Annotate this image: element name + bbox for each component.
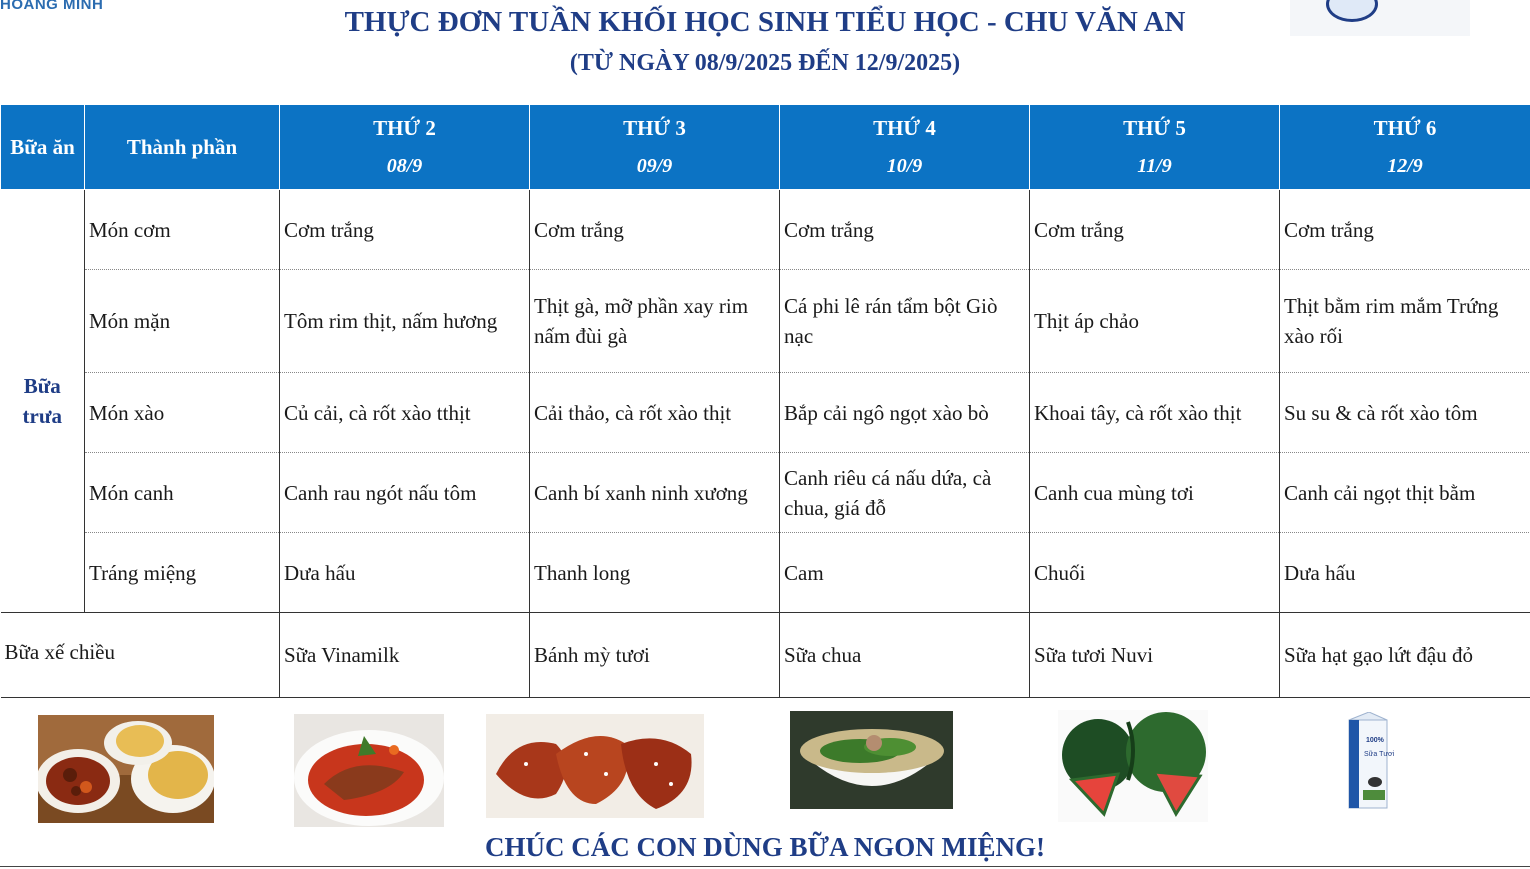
- menu-cell: Cơm trắng: [280, 190, 530, 270]
- watermelon-image: [1058, 710, 1208, 822]
- menu-cell: Cơm trắng: [1280, 190, 1530, 270]
- menu-cell: Cam: [780, 533, 1030, 613]
- day-label: THỨ 4: [873, 116, 936, 140]
- header-component: Thành phần: [85, 105, 280, 190]
- fish-sauce-image: [294, 714, 444, 827]
- meal-label-lunch: Bữa trưa: [22, 374, 62, 428]
- menu-cell: Thịt áp chảo: [1030, 270, 1280, 373]
- header-day: [280, 105, 530, 190]
- menu-cell: Thanh long: [530, 533, 780, 613]
- menu-cell: Tôm rim thịt, nấm hương: [280, 270, 530, 373]
- day-date: 11/9: [1137, 155, 1172, 177]
- table-row: [1, 533, 1530, 613]
- menu-cell: Dưa hấu: [280, 533, 530, 613]
- table-row: [1, 613, 1530, 698]
- day-date: 09/9: [636, 155, 673, 177]
- table-row: [1, 373, 1530, 453]
- header-meal: Bữa ăn: [1, 105, 85, 190]
- menu-cell: Su su & cà rốt xào tôm: [1280, 373, 1530, 453]
- menu-cell: Chuối: [1030, 533, 1280, 613]
- menu-cell: Khoai tây, cà rốt xào thịt: [1030, 373, 1280, 453]
- menu-cell: Sữa Vinamilk: [280, 613, 530, 698]
- day-label: THỨ 6: [1373, 116, 1437, 140]
- menu-cell: Canh rau ngót nấu tôm: [280, 453, 530, 533]
- menu-cell: Cơm trắng: [1030, 190, 1280, 270]
- menu-table: [0, 104, 1530, 698]
- menu-cell: Canh bí xanh ninh xương: [530, 453, 780, 533]
- header-day: [1030, 105, 1280, 190]
- menu-cell: Thịt bằm rim mắm Trứng xào rối: [1280, 270, 1530, 373]
- milk-box-name: Sữa Tươi: [1364, 751, 1395, 758]
- header-day: [1280, 105, 1530, 190]
- menu-cell: Sữa hạt gạo lứt đậu đỏ: [1280, 613, 1530, 698]
- component-cell: Món xào: [85, 373, 280, 453]
- menu-cell: Dưa hấu: [1280, 533, 1530, 613]
- component-cell: Tráng miệng: [85, 533, 280, 613]
- meal-label-snack: Bữa xế chiều: [1, 613, 280, 698]
- menu-cell: Sữa chua: [780, 613, 1030, 698]
- table-row: [1, 190, 1530, 270]
- glazed-ribs-image: [486, 714, 704, 818]
- footer-divider: [0, 866, 1530, 867]
- menu-cell: Thịt gà, mỡ phần xay rim nấm đùi gà: [530, 270, 780, 373]
- header-row: [1, 105, 1530, 190]
- menu-cell: Cá phi lê rán tẩm bột Giò nạc: [780, 270, 1030, 373]
- menu-cell: Canh cải ngọt thịt bằm: [1280, 453, 1530, 533]
- header-day: [780, 105, 1030, 190]
- day-label: THỨ 5: [1123, 116, 1186, 140]
- component-cell: Món mặn: [85, 270, 280, 373]
- day-date: 12/9: [1387, 155, 1423, 177]
- header-day: [530, 105, 780, 190]
- brand-logo: HOANG MINH: [0, 0, 104, 13]
- component-cell: Món cơm: [85, 190, 280, 270]
- page-subtitle: (TỪ NGÀY 08/9/2025 ĐẾN 12/9/2025): [569, 50, 961, 76]
- day-label: THỨ 2: [373, 116, 436, 140]
- stew-bread-image: [38, 715, 214, 823]
- menu-cell: Cơm trắng: [530, 190, 780, 270]
- menu-cell: Bánh mỳ tươi: [530, 613, 780, 698]
- page-title: THỰC ĐƠN TUẦN KHỐI HỌC SINH TIỂU HỌC - CHU VĂN AN: [344, 6, 1186, 38]
- day-date: 10/9: [886, 155, 923, 177]
- vegetable-soup-image: [790, 711, 953, 809]
- menu-cell: Canh cua mùng tơi: [1030, 453, 1280, 533]
- menu-cell: Cơm trắng: [780, 190, 1030, 270]
- menu-cell: Canh riêu cá nấu dứa, cà chua, giá đỗ: [780, 453, 1030, 533]
- menu-cell: Sữa tươi Nuvi: [1030, 613, 1280, 698]
- component-cell: Món canh: [85, 453, 280, 533]
- day-label: THỨ 3: [623, 116, 686, 140]
- milk-box-brand: 100%: [1366, 737, 1384, 744]
- table-row: [1, 453, 1530, 533]
- menu-cell: Bắp cải ngô ngọt xào bò: [780, 373, 1030, 453]
- menu-cell: Cải thảo, cà rốt xào thịt: [530, 373, 780, 453]
- footer-message: CHÚC CÁC CON DÙNG BỮA NGON MIỆNG!: [485, 832, 1045, 862]
- food-images: [0, 700, 1530, 830]
- menu-cell: Củ cải, cà rốt xào tthịt: [280, 373, 530, 453]
- table-row: [1, 270, 1530, 373]
- day-date: 08/9: [386, 155, 423, 177]
- milk-carton-image: [1343, 712, 1395, 810]
